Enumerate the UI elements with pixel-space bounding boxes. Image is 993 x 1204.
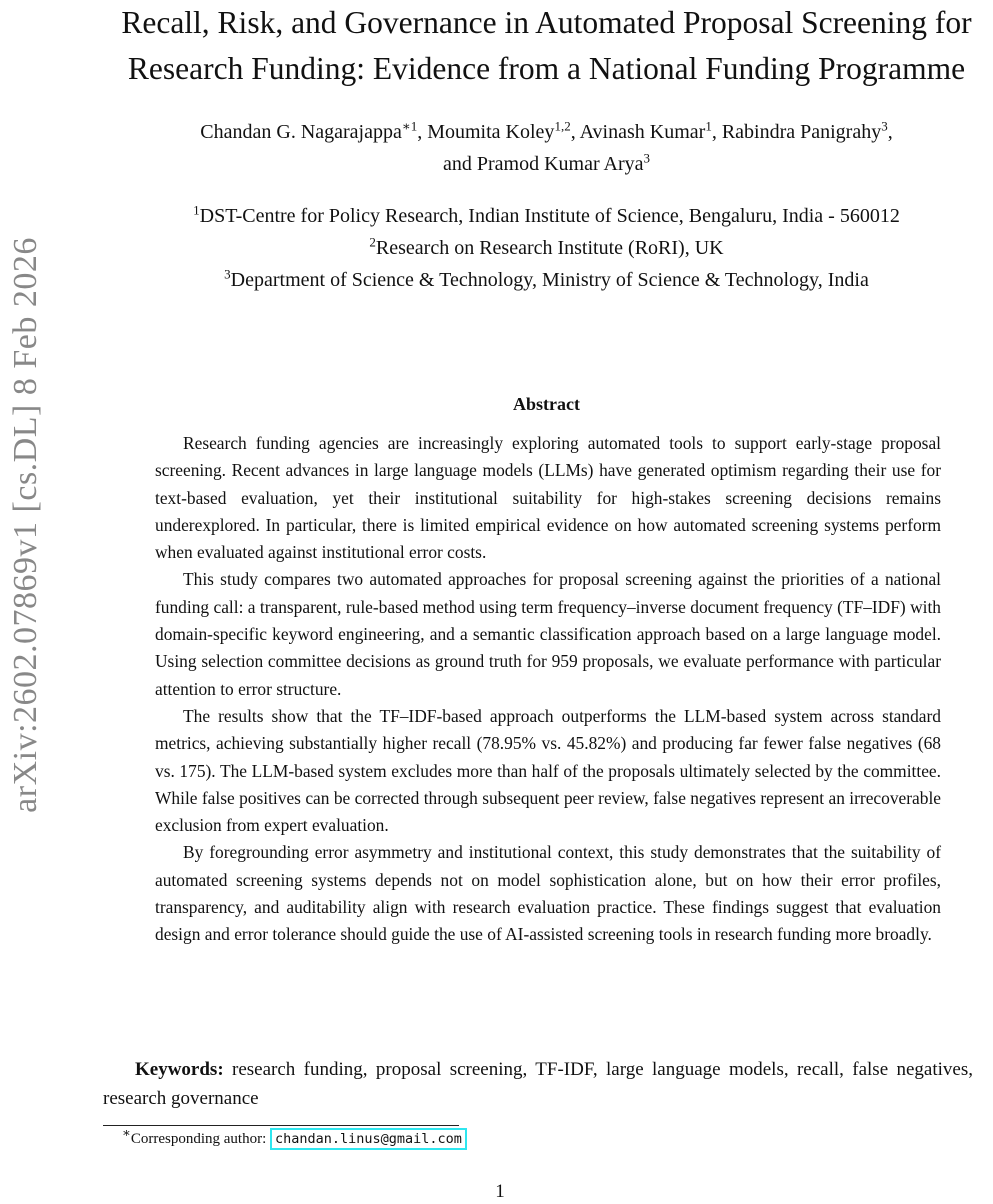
abstract-paragraph: Research funding agencies are increasingly exploring automated tools to support early-stage proposal screening. Recent advances in large language models (LLMs) have generated optimism regarding their use for text-based evaluation, yet their institutional suitability for high-stakes screening decisions remains underexplored. In particular, there is limited empirical evidence on how automated screening systems perform when evaluated against institutional error costs. [155,433,941,563]
keywords-section [103,1055,973,1113]
author-name: Moumita Koley [427,121,555,143]
author-name: Chandan G. Nagarajappa [200,121,402,143]
author-name: Rabindra Panigrahy [721,121,882,143]
author-conjunction: and [442,153,477,175]
author-separator: , [570,121,580,143]
arxiv-identifier-stamp [0,0,48,1200]
affiliation-3 [100,264,993,296]
title-line-1: Recall, Risk, and Governance in Automated Proposal Screening for [121,5,972,40]
corresponding-author-footnote [122,1125,467,1150]
affiliation-1 [100,200,993,232]
author-list [100,116,993,180]
abstract-paragraph: The results show that the TF–IDF-based approach outperforms the LLM-based system across standard metrics, achieving substantially higher recall (78.95% vs. 45.82%) and producing far fewer false negatives (68 vs. 175). The LLM-based system excludes more than half of the proposals ultimately selected by the committee. While false positives can be corrected through subsequent peer review, false negatives represent an irrecoverable exclusion from expert evaluation. [155,705,941,836]
title-line-2: Research Funding: Evidence from a National Funding Programme [127,51,966,86]
abstract-body [155,430,941,949]
author-line-1 [100,116,993,148]
author-affiliation-mark: 3 [881,118,888,134]
author-name: Pramod Kumar Arya [476,153,644,175]
author-separator: , [417,121,428,143]
author-affiliation-mark: 1 [705,118,712,134]
paper-title [100,0,993,92]
footnote-mark: ∗ [122,1125,131,1140]
abstract-paragraph: By foregrounding error asymmetry and institutional context, this study demonstrates that the suitability of automated screening systems depends not on model sophistication alone, but on how their error profiles, transparency, and auditability align with research evaluation practice. These findings suggest that evaluation design and error tolerance should guide the use of AI-assisted screening tools in research funding more broadly. [155,842,941,945]
author-affiliation-mark: ∗1 [401,118,418,134]
footnote-divider [103,1125,459,1126]
author-separator: , [887,121,893,143]
affiliation-2 [100,232,993,264]
keywords-label: Keywords: [135,1059,224,1080]
author-separator: , [711,121,722,143]
affiliation-text: Department of Science & Technology, Ministry of Science & Technology, India [230,269,869,291]
author-line-2 [100,148,993,180]
arxiv-identifier: arXiv:2602.07869v1 [cs.DL] 8 Feb 2026 [7,237,44,813]
author-affiliation-mark: 3 [643,150,651,166]
affiliation-mark: 3 [224,266,231,282]
affiliation-text: DST-Centre for Policy Research, Indian Institute of Science, Bengaluru, India - 560012 [199,205,900,227]
page-number: 1 [495,1181,505,1202]
affiliation-mark: 2 [369,234,376,250]
affiliation-mark: 1 [193,202,200,218]
keywords-text: research funding, proposal screening, TF-IDF, large language models, recall, false negatives, research governance [103,1059,974,1109]
author-name: Avinash Kumar [579,121,706,143]
author-affiliation-mark: 1,2 [554,118,571,134]
abstract-paragraph: This study compares two automated approaches for proposal screening against the priorities of a national funding call: a transparent, rule-based method using term frequency–inverse document frequency (TF–IDF) with domain-specific keyword engineering, and a semantic classification approach based on a large language model. Using selection committee decisions as ground truth for 959 proposals, we evaluate performance with particular attention to error structure. [155,569,941,699]
abstract-heading: Abstract [513,394,580,414]
affiliation-text: Research on Research Institute (RoRI), UK [375,237,724,259]
corresponding-author-email-link[interactable]: chandan.linus@gmail.com [270,1128,467,1150]
affiliation-list [100,200,993,296]
footnote-label: Corresponding author: [130,1131,267,1147]
